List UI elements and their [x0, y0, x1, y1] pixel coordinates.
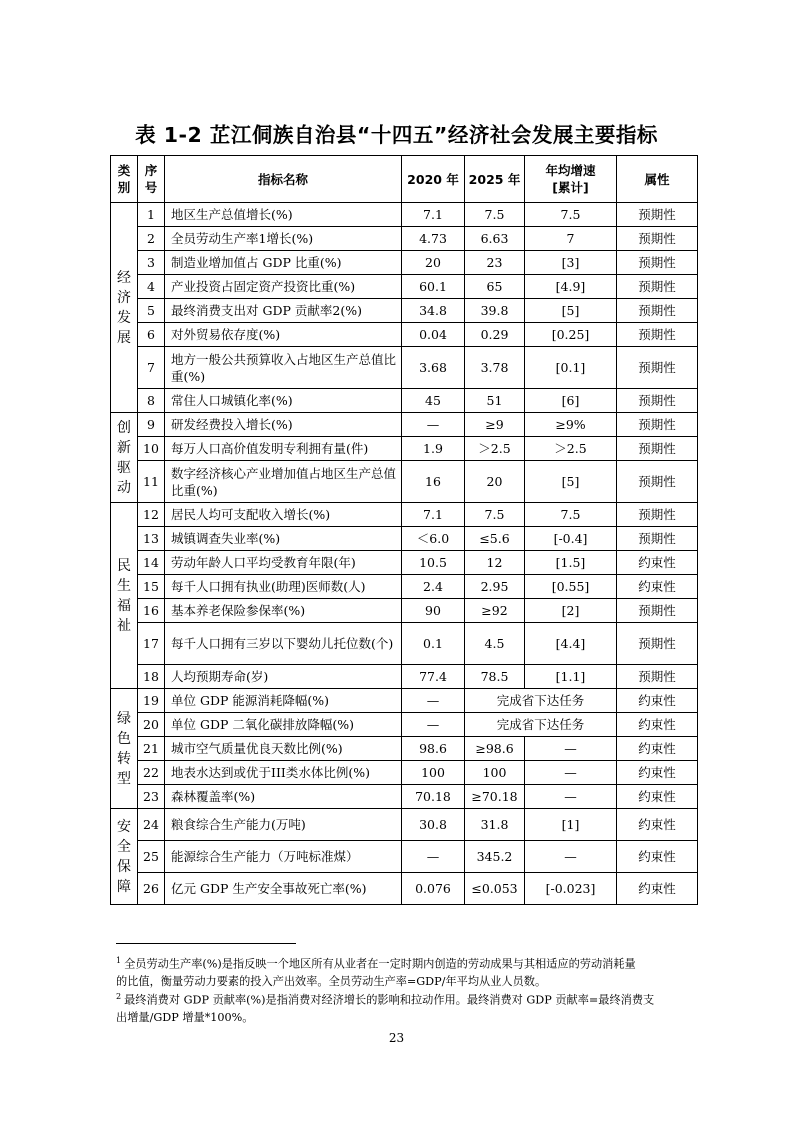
table-row: 21 城市空气质量优良天数比例(%) 98.6 ≥98.6 — 约束性	[111, 737, 698, 761]
table-row: 15 每千人口拥有执业(助理)医师数(人) 2.4 2.95 [0.55] 约束性	[111, 575, 698, 599]
table-row: 16 基本养老保险参保率(%) 90 ≥92 [2] 预期性	[111, 599, 698, 623]
category-innov: 创 新 驱 动	[111, 413, 138, 503]
table-row: 20 单位 GDP 二氧化碳排放降幅(%) — 完成省下达任务 约束性	[111, 713, 698, 737]
table-row: 10 每万人口高价值发明专利拥有量(件) 1.9 ＞2.5 ＞2.5 预期性	[111, 437, 698, 461]
header-attr: 属性	[617, 156, 698, 203]
table-row: 26 亿元 GDP 生产安全事故死亡率(%) 0.076 ≤0.053 [-0.023] 约束性	[111, 873, 698, 905]
table-row: 8 常住人口城镇化率(%) 45 51 [6] 预期性	[111, 389, 698, 413]
table-row: 6 对外贸易依存度(%) 0.04 0.29 [0.25] 预期性	[111, 323, 698, 347]
footnote-1: $^1$ 全员劳动生产率(%)是指反映一个地区所有从业者在一定时期内创造的劳动成果与其相适应的劳动消耗量 的比值，衡量劳动力要素的投入产出效率。全员劳动生产率=GDP/年平均从业人员数。	[116, 956, 636, 988]
table-row: 18 人均预期寿命(岁) 77.4 78.5 [1.1] 预期性	[111, 665, 698, 689]
category-welfare: 民 生 福 祉	[111, 503, 138, 689]
table-header-row	[111, 156, 698, 203]
page-number: 23	[388, 1031, 405, 1045]
footnote-2: $^2$ 最终消费对 GDP 贡献率(%)是指消费对经济增长的影响和拉动作用。最终消费对 GDP 贡献率=最终消费支 出增量/GDP 增量*100%。	[116, 992, 655, 1024]
table-row: 7 地方一般公共预算收入占地区生产总值比重(%) 3.68 3.78 [0.1] 预期性	[111, 347, 698, 389]
indicators-table	[110, 155, 698, 905]
table-row: 3 制造业增加值占 GDP 比重(%) 20 23 [3] 预期性	[111, 251, 698, 275]
header-2025: 2025 年	[465, 156, 525, 203]
table-row: 11 数字经济核心产业增加值占地区生产总值比重(%) 16 20 [5] 预期性	[111, 461, 698, 503]
table-row: 安 全 保 障 24 粮食综合生产能力(万吨) 30.8 31.8 [1] 约束性	[111, 809, 698, 841]
header-name: 指标名称	[165, 156, 402, 203]
table-row: 14 劳动年龄人口平均受教育年限(年) 10.5 12 [1.5] 约束性	[111, 551, 698, 575]
header-growth: 年均增速 [累计]	[525, 156, 617, 203]
header-2020: 2020 年	[402, 156, 465, 203]
table-title: 表 1-2 芷江侗族自治县“十四五”经济社会发展主要指标	[135, 123, 658, 147]
header-category: 类 别	[111, 156, 138, 203]
category-safety: 安 全 保 障	[111, 809, 138, 905]
category-econ: 经 济 发 展	[111, 203, 138, 413]
footnote-separator	[116, 943, 296, 944]
table-row: 23 森林覆盖率(%) 70.18 ≥70.18 — 约束性	[111, 785, 698, 809]
table-row: 25 能源综合生产能力（万吨标准煤） — 345.2 — 约束性	[111, 841, 698, 873]
table-row: 17 每千人口拥有三岁以下婴幼儿托位数(个) 0.1 4.5 [4.4] 预期性	[111, 623, 698, 665]
table-row: 5 最终消费支出对 GDP 贡献率2(%) 34.8 39.8 [5] 预期性	[111, 299, 698, 323]
header-seq: 序 号	[138, 156, 165, 203]
table-row: 22 地表水达到或优于III类水体比例(%) 100 100 — 约束性	[111, 761, 698, 785]
table-row: 民 生 福 祉 12 居民人均可支配收入增长(%) 7.1 7.5 7.5 预期性	[111, 503, 698, 527]
table-row: 创 新 驱 动 9 研发经费投入增长(%) — ≥9 ≥9% 预期性	[111, 413, 698, 437]
table-row: 4 产业投资占固定资产投资比重(%) 60.1 65 [4.9] 预期性	[111, 275, 698, 299]
category-green: 绿 色 转 型	[111, 689, 138, 809]
table-row: 经 济 发 展 1 地区生产总值增长(%) 7.1 7.5 7.5 预期性	[111, 203, 698, 227]
table-row: 13 城镇调查失业率(%) ＜6.0 ≤5.6 [-0.4] 预期性	[111, 527, 698, 551]
table-row: 绿 色 转 型 19 单位 GDP 能源消耗降幅(%) — 完成省下达任务 约束性	[111, 689, 698, 713]
table-row: 2 全员劳动生产率1增长(%) 4.73 6.63 7 预期性	[111, 227, 698, 251]
